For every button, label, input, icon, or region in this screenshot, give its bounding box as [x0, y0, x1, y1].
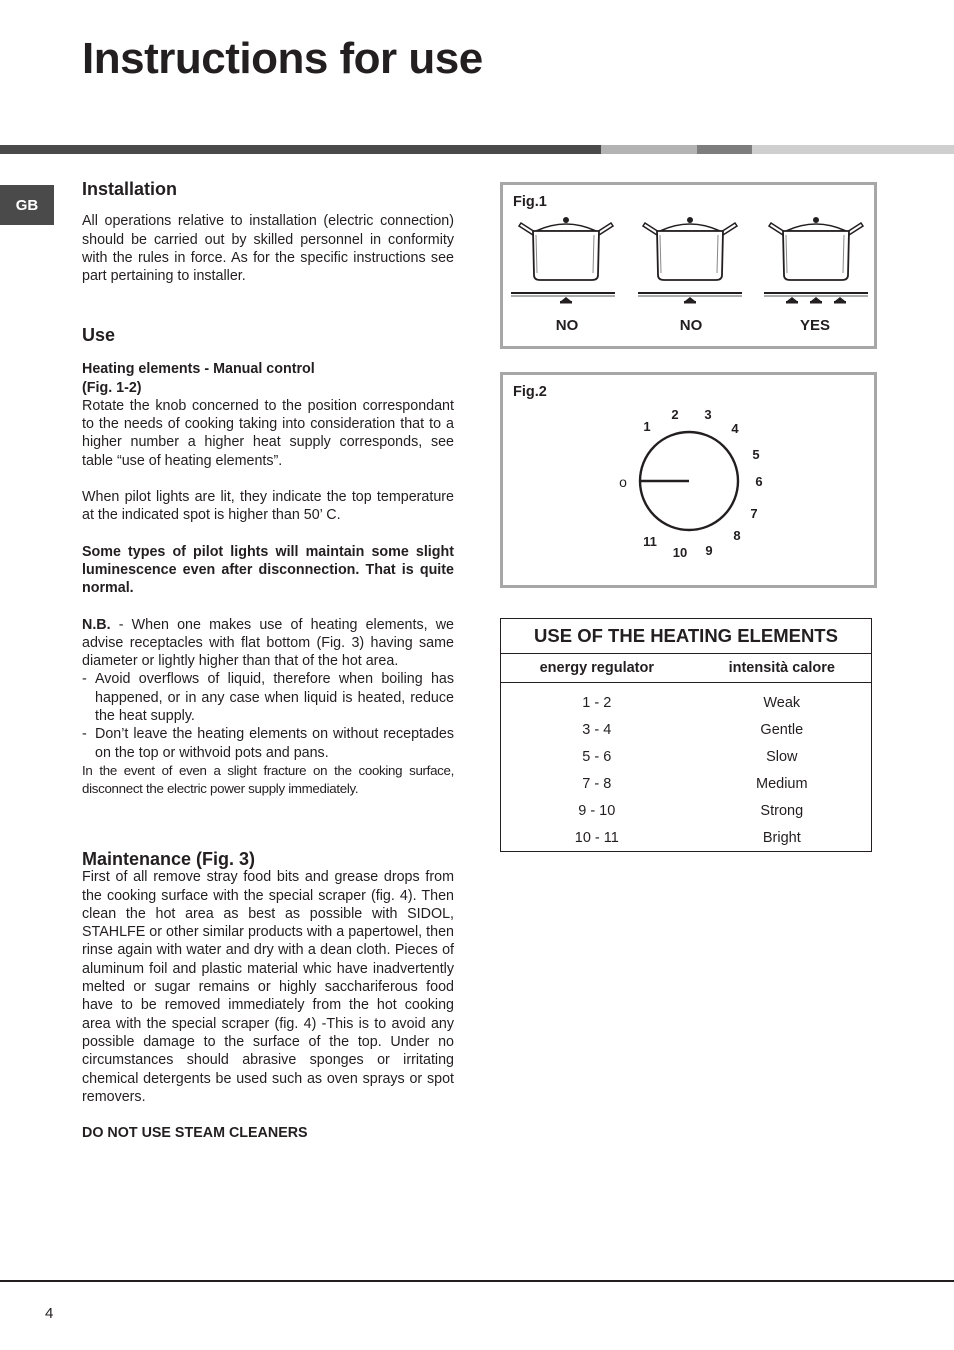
- dial-label: 10: [672, 545, 688, 560]
- dial-label: 11: [643, 534, 657, 549]
- nb-text: - When one makes use of heating elements, we advise receptacles with flat bottom (Fig. 3) having same diameter or lightly higher than that of the hot area.: [82, 616, 454, 670]
- heating-elements-table: [500, 618, 872, 852]
- table-header-regulator: energy regulator: [501, 654, 693, 683]
- installation-section: [82, 180, 454, 285]
- table-row: [501, 824, 872, 852]
- regulator-cell: 5 - 6: [582, 748, 612, 765]
- regulator-cell: 9 - 10: [578, 802, 616, 819]
- dial-label: 8: [733, 528, 741, 543]
- table-row: [501, 743, 872, 770]
- pot-correct-flame-icon: [764, 217, 868, 304]
- bullet-text: Don’t leave the heating elements on without receptades on the top or withvoid pots and pans.: [95, 726, 454, 761]
- use-subheading-line2: (Fig. 1-2): [82, 379, 142, 396]
- pot-label-2: NO: [679, 317, 703, 334]
- table-row: [501, 770, 872, 797]
- nb-label: N.B.: [82, 616, 111, 633]
- use-para-pilot: When pilot lights are lit, they indicate the top temperature at the indicated spot is higher than 50’ C.: [82, 489, 454, 524]
- pot-label-3: YES: [799, 317, 830, 334]
- table-row: [501, 716, 872, 743]
- dial-label: 1: [643, 419, 651, 434]
- figure-2: [500, 372, 877, 588]
- intensity-cell: Medium: [756, 775, 808, 792]
- table-row: [501, 797, 872, 824]
- use-nb-paragraph: [82, 616, 454, 671]
- regulator-cell: 7 - 8: [582, 775, 612, 792]
- intensity-cell: Gentle: [760, 721, 804, 738]
- maintenance-section: [82, 850, 454, 1142]
- pot-medium-flame-icon: [638, 217, 742, 304]
- use-para-knob: Rotate the knob concerned to the position correspondant to the needs of cooking taking into consideration that to a higher number a higher heat supply corresponds, see table “use of heating elements”.: [82, 397, 454, 469]
- header-bar-segment-4: [752, 145, 954, 154]
- dial-label: 4: [731, 421, 739, 436]
- language-tab: GB: [0, 185, 54, 225]
- footer-rule: [0, 1280, 954, 1282]
- table-row: [501, 689, 872, 716]
- figure-1: [500, 182, 877, 349]
- regulator-cell: 1 - 2: [582, 694, 612, 711]
- dial-label: 2: [671, 407, 679, 422]
- dial-label: 5: [752, 447, 760, 462]
- pot-label-1: NO: [555, 317, 579, 334]
- use-subheading-line1: Heating elements - Manual control: [82, 361, 315, 378]
- control-knob-dial-icon: [503, 375, 874, 585]
- maintenance-text: First of all remove stray food bits and grease drops from the cooking surface with the special scraper (fig. 4). Then clean the hot area as best as possible with SIDOL, STAHLFE or other similar products with a papertowel, then rinse again with water and dry with a dean cloth. Pieces of aluminum foil and plastic material whic have inadvertently melted or sugar remains or highly sacchariferous food have to be removed immediately from the hot cooking area with the special scraper (fig. 4) -This is to avoid any possible damage to the surface of the top. Under no circumstances should abrasive sponges or irritating chemical detergents be used such as oven sprays or spot removers.: [82, 869, 454, 1105]
- bullet-text: Avoid overflows of liquid, therefore when boiling has happened, or in any case when liquid is heated, reduce the heat supply.: [95, 671, 454, 725]
- figure-1-label: Fig.1: [513, 194, 547, 210]
- header-bar-segment-2: [601, 145, 697, 154]
- use-heading: Use: [82, 325, 116, 345]
- regulator-cell: 10 - 11: [574, 829, 619, 846]
- bullet-dash: -: [82, 726, 87, 743]
- regulator-cell: 3 - 4: [582, 721, 612, 738]
- use-section: [82, 326, 454, 799]
- page-title: Instructions for use: [82, 34, 483, 83]
- maintenance-heading: Maintenance (Fig. 3): [82, 849, 256, 869]
- dial-label: 6: [755, 474, 763, 489]
- fracture-note: In the event of even a slight fracture on the cooking surface, disconnect the electric power supply immediately.: [82, 762, 454, 797]
- use-subheading: [82, 360, 454, 397]
- header-bar-segment-1: [0, 145, 601, 154]
- dial-label: 7: [750, 506, 758, 521]
- figure-2-label: Fig.2: [513, 384, 547, 400]
- bullet-item: [82, 725, 454, 762]
- pot-small-flame-icon: [511, 217, 615, 304]
- installation-heading: Installation: [82, 179, 178, 199]
- bullet-item: [82, 670, 454, 725]
- page-number: 4: [45, 1305, 54, 1322]
- header-bar-segment-3: [697, 145, 752, 154]
- table-header-intensity: intensità calore: [693, 654, 872, 683]
- dial-label: 9: [705, 543, 713, 558]
- intensity-cell: Slow: [766, 748, 798, 765]
- intensity-cell: Bright: [762, 829, 801, 846]
- intensity-cell: Weak: [763, 694, 801, 711]
- use-para-luminescence: Some types of pilot lights will maintain some slight luminescence even after disconnection. That is quite normal.: [82, 543, 454, 597]
- steam-cleaner-warning: DO NOT USE STEAM CLEANERS: [82, 1125, 308, 1142]
- intensity-cell: Strong: [760, 802, 804, 819]
- dial-label: o: [619, 474, 627, 490]
- installation-text: All operations relative to installation (electric connection) should be carried out by skilled personnel in conformity with the rules in force. As for the specific instructions see part pertaining to installer.: [82, 213, 454, 285]
- dial-label: 3: [704, 407, 712, 422]
- table-title: USE OF THE HEATING ELEMENTS: [534, 625, 838, 646]
- bullet-dash: -: [82, 671, 87, 688]
